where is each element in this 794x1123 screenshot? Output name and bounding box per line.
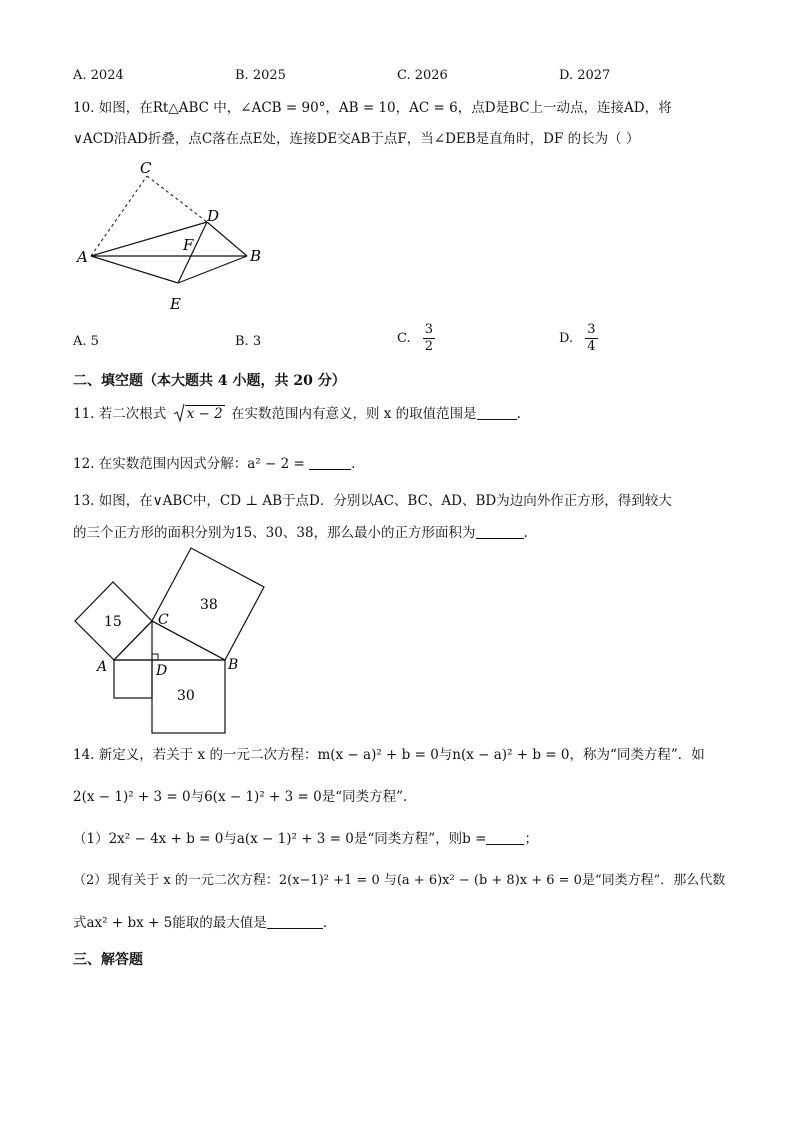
q13-line2-text: 的三个正方形的面积分别为15、30、38，那么最小的正方形面积为: [73, 525, 476, 541]
q9-option-d: D. 2027: [559, 68, 611, 83]
q13-area-38: 38: [200, 597, 218, 613]
q10-figure: [70, 155, 280, 315]
q12-question: 12. 在实数范围内因式分解：a² − 2 =: [73, 456, 305, 472]
q10-label-f: F: [183, 236, 194, 254]
q10-line-ae: [91, 256, 178, 283]
q12-end: .: [351, 456, 356, 472]
q13-area-15: 15: [104, 614, 122, 630]
q13-answer-blank[interactable]: [476, 524, 524, 539]
q10-text-line1: 10. 如图，在Rt△ABC 中，∠ACB = 90°，AB = 10，AC = 6，点D是BC上一动点，连接AD，将: [73, 100, 672, 116]
right-angle-icon: [152, 654, 158, 660]
q13-text-line1: 13. 如图，在∨ABC中，CD ⊥ AB于点D．分别以AC、BC、AD、BD为边向外作正方形，得到较大: [73, 493, 672, 509]
q13-triangle-abc: [114, 621, 225, 660]
q11-radicand: x − 2: [186, 406, 223, 422]
q13-square-ad: [114, 660, 152, 698]
q11-text: [73, 404, 521, 424]
q12-answer-blank[interactable]: [309, 455, 351, 470]
q9-option-c: C. 2026: [397, 68, 448, 83]
q10-label-a: A: [77, 248, 88, 266]
q10-label-e: E: [170, 295, 181, 313]
q11-after: 在实数范围内有意义，则 x 的取值范围是: [230, 406, 477, 422]
q9-option-a: A. 2024: [73, 68, 124, 83]
q11-before: 11. 若二次根式: [73, 406, 167, 422]
q10-label-c: C: [140, 159, 152, 177]
q10-line-db: [207, 222, 247, 256]
q14-text-line2: 2(x − 1)² + 3 = 0与6(x − 1)² + 3 = 0是“同类方程”.: [73, 789, 408, 805]
q10-dashed-ac: [91, 176, 147, 256]
q11-sqrt: [173, 404, 225, 424]
q10-label-b: B: [250, 247, 262, 265]
q13-end: .: [523, 525, 528, 541]
q13-label-a: A: [97, 659, 108, 675]
q10-option-d-prefix: D.: [559, 331, 574, 346]
section3-title: 三、解答题: [73, 952, 143, 968]
q10-option-d: [559, 322, 598, 355]
q14-part2-text: 式ax² + bx + 5能取的最大值是: [73, 915, 267, 931]
q13-label-b: B: [228, 657, 239, 673]
q11-answer-blank[interactable]: [477, 405, 517, 420]
q14-text-line1: 14. 新定义，若关于 x 的一元二次方程：m(x − a)² + b = 0与n(x − a)² + b = 0，称为“同类方程”．如: [73, 747, 705, 763]
q13-text-line2: [73, 523, 528, 543]
q14-part2-line1: （2）现有关于 x 的一元二次方程：2(x−1)² +1 = 0 与(a + 6)x² − (b + 8)x + 6 = 0是“同类方程”．那么代数: [73, 873, 726, 888]
q9-option-b: B. 2025: [235, 68, 286, 83]
q10-option-d-fraction: [585, 322, 597, 355]
q10-option-c-numerator: 3: [424, 322, 434, 337]
q14-part2-line2: [73, 913, 327, 933]
q10-option-c-prefix: C.: [397, 331, 411, 346]
q10-option-a: A. 5: [73, 334, 99, 349]
radical-sign-icon: [173, 403, 185, 423]
q10-option-c: [397, 322, 435, 355]
q14-part2-end: .: [322, 915, 328, 931]
q13-label-c: C: [158, 612, 169, 628]
q13-area-30: 30: [177, 688, 195, 704]
q10-option-b: B. 3: [235, 334, 262, 349]
q10-option-d-numerator: 3: [587, 322, 596, 337]
q13-label-d: D: [156, 663, 168, 679]
q10-option-d-denominator: 4: [587, 339, 596, 354]
q10-option-c-fraction: [423, 322, 435, 355]
q11-end: .: [516, 406, 521, 422]
q14-part1-answer-blank[interactable]: [486, 830, 524, 845]
q12-text: [73, 454, 355, 474]
q13-figure: [70, 545, 270, 735]
section2-title: 二、填空题（本大题共 4 小题，共 20 分）: [73, 373, 346, 389]
q10-label-d: D: [207, 207, 220, 225]
q10-dashed-cd: [147, 176, 207, 222]
q14-part2-answer-blank[interactable]: [267, 914, 323, 929]
q10-text-line2: ∨ACD沿AD折叠，点C落在点E处，连接DE交AB于点F，当∠DEB是直角时，DF 的长为（ ）: [73, 131, 640, 147]
q14-part1-end: ；: [524, 831, 538, 847]
q14-part1: [73, 829, 538, 849]
q14-part1-text: （1）2x² − 4x + b = 0与a(x − 1)² + 3 = 0是“同类方程”，则b =: [73, 831, 487, 847]
q10-option-c-denominator: 2: [424, 339, 434, 354]
